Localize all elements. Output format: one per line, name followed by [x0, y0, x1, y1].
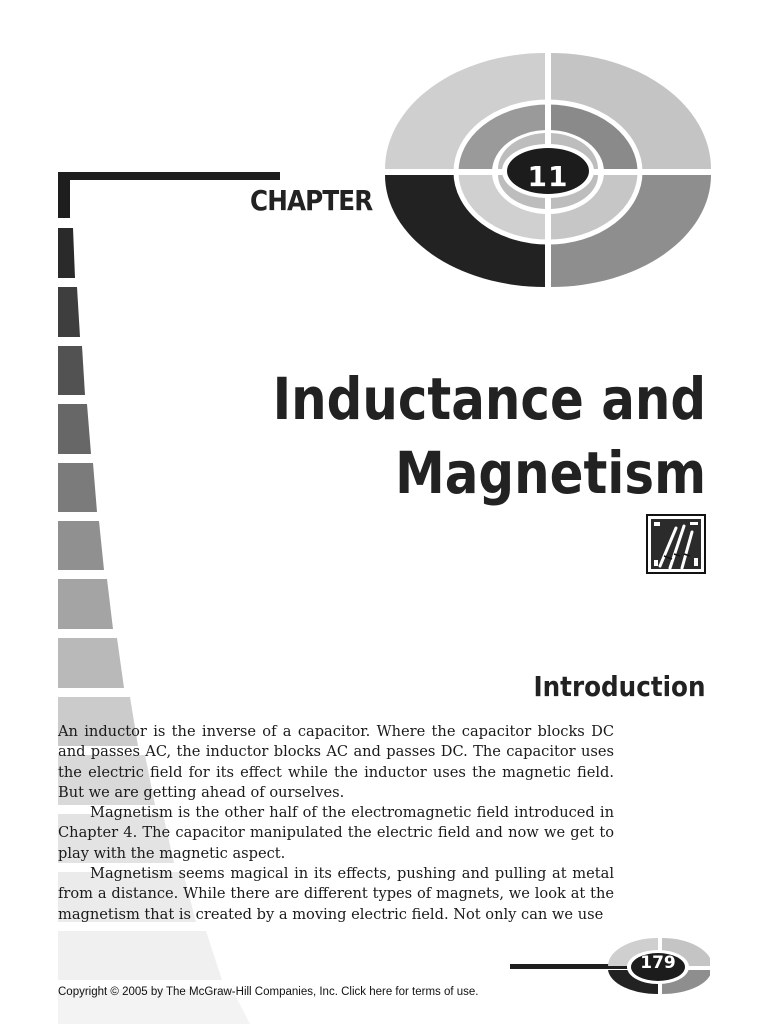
body-text: [58, 722, 614, 925]
chapter-title-line-2: Magnetism: [395, 439, 706, 507]
section-heading: Introduction: [533, 670, 706, 703]
paragraph: Magnetism seems magical in its effects, pushing and pulling at metal from a distance. While there are different types of magnets, we look at the magnetism that is created by a moving electric field. Not only can we use: [58, 865, 614, 923]
electronics-components-icon: [646, 514, 706, 574]
page-number: 179: [640, 953, 676, 973]
copyright-notice: [58, 986, 479, 998]
chapter-label: CHAPTER: [250, 184, 373, 217]
paragraph: Magnetism is the other half of the electromagnetic field introduced in Chapter 4. The capacitor manipulated the electric field and now we get to play with the magnetic aspect.: [58, 804, 614, 862]
chapter-number: 11: [527, 159, 569, 193]
chapter-title: [272, 362, 706, 510]
chapter-title-line-1: Inductance and: [272, 365, 706, 433]
copyright-link[interactable]: Copyright © 2005 by The McGraw-Hill Companies, Inc. Click here for terms of use.: [58, 986, 479, 998]
paragraph: An inductor is the inverse of a capacitor. Where the capacitor blocks DC and passes AC, the inductor blocks AC and passes DC. The capacitor uses the electric field for its effect while the inductor uses the magnetic field. But we are getting ahead of ourselves.: [58, 723, 614, 801]
